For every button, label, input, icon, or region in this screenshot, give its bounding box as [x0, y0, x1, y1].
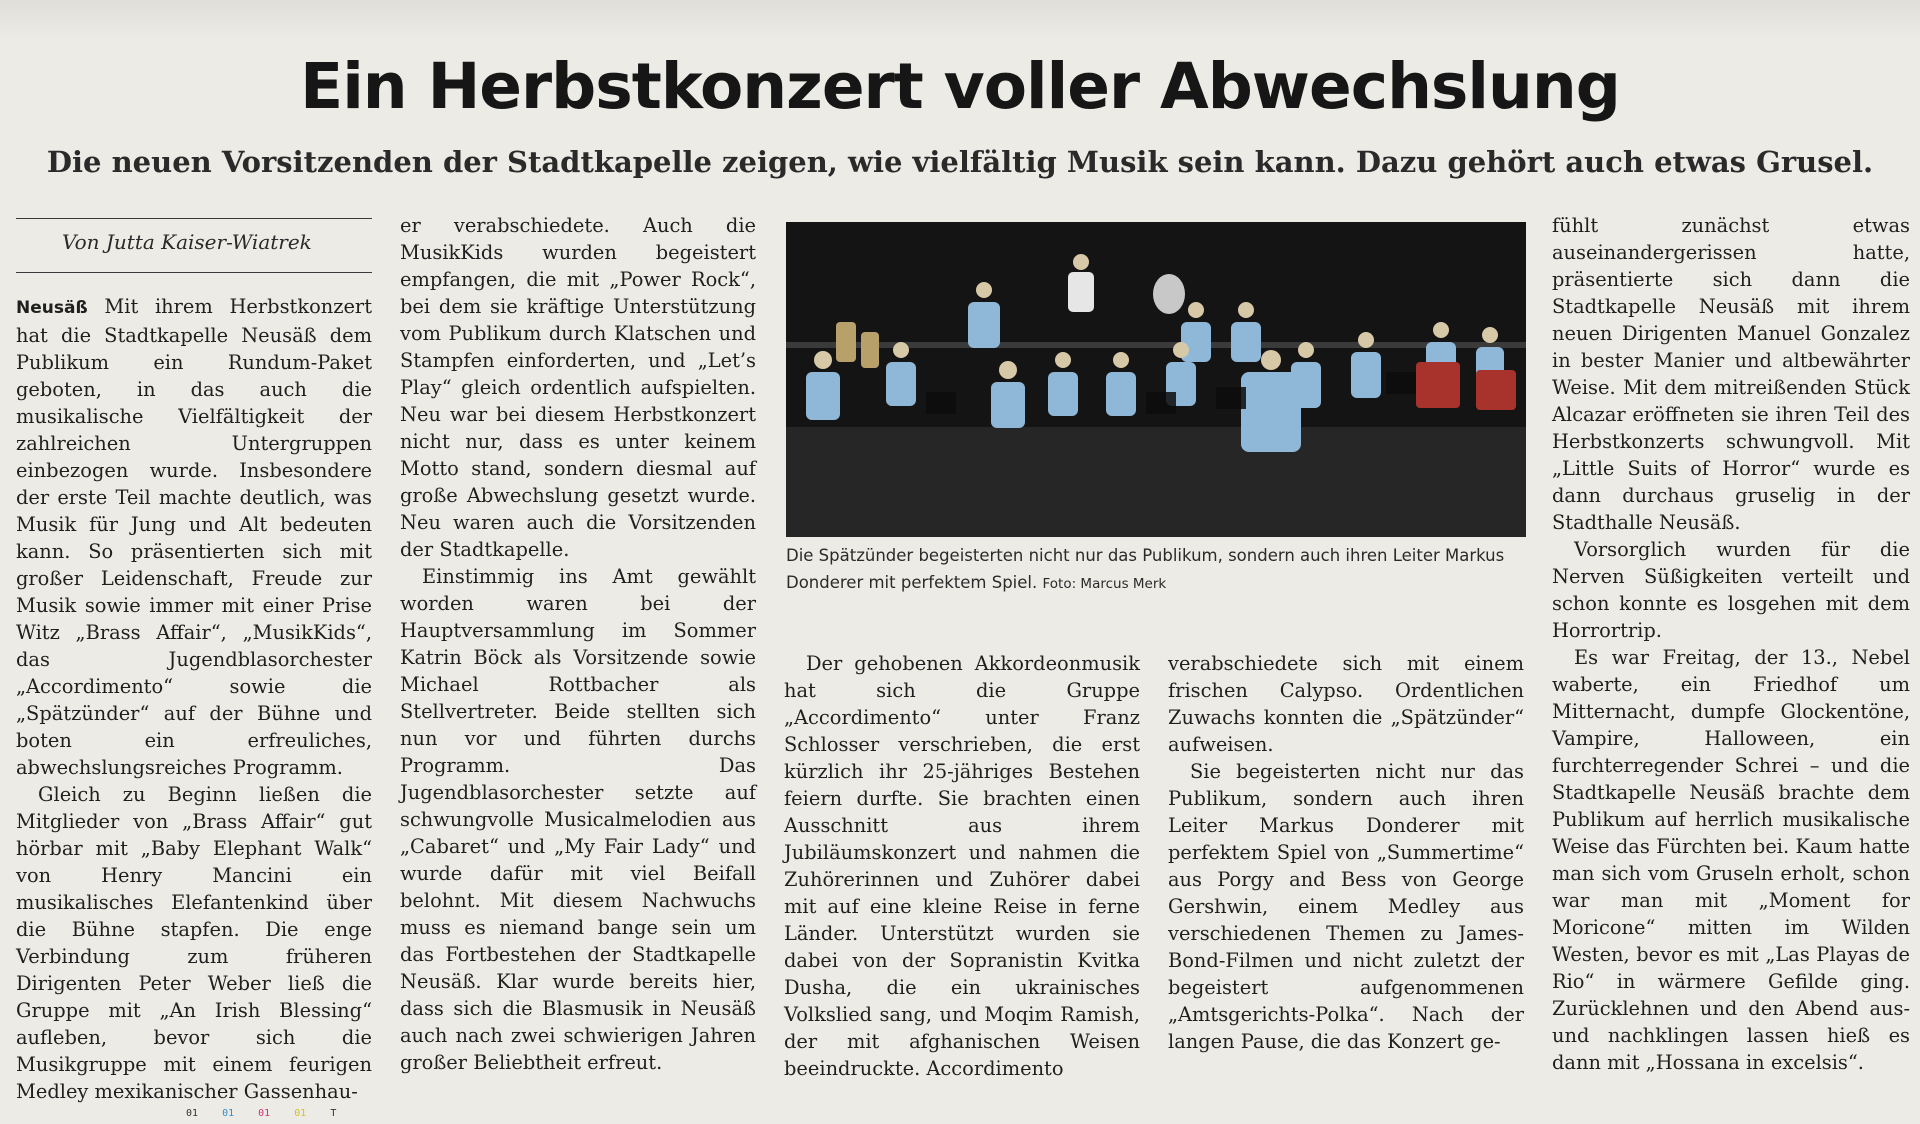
text-column-2: [400, 212, 756, 1076]
orchestra-photo-image: [786, 222, 1526, 537]
paragraph: Es war Freitag, der 13., Nebel waberte, ein Friedhof um Mitternacht, dumpfe Glockentöne, Vampire, Halloween, ein furchterregender Schrei – und die Stadtkapelle Neusäß brachte dem Publikum auf herrlich musikalische Weise das Fürchten bei. Kaum hatte man sich vom Gruseln erholt, schon war man mit „Moment for Moricone“ mitten im Wilden Westen, bevor es mit „Las Playas de Rio“ in wärmere Gefilde ging. Zurücklehnen und den Abend aus- und nachklingen lassen hieß es dann mit „Hossana in excelsis“.: [1552, 646, 1910, 1074]
print-color-marks: [186, 1108, 354, 1119]
paragraph: Gleich zu Beginn ließen die Mitglieder von „Brass Affair“ gut hörbar mit „Baby Elephant Walk“ von Henry Mancini ein musikalisches Elefantenkind über die Bühne stapfen. Die enge Verbindung zum früheren Dirigenten Peter Weber ließ die Gruppe mit „An Irish Blessing“ aufleben, bevor sich die Musikgruppe mit einem feurigen Medley mexikanischer Gassenhau-: [16, 783, 372, 1103]
print-mark: 01: [186, 1108, 199, 1119]
paragraph: verabschiedete sich mit einem frischen Calypso. Ordentlichen Zuwachs konnten die „Spätzünder“ aufweisen.: [1168, 652, 1524, 756]
photo-caption: [786, 542, 1536, 598]
print-mark: 01: [294, 1108, 307, 1119]
dateline: Neusäß: [16, 298, 88, 318]
text-column-3: [784, 650, 1140, 1082]
paragraph: fühlt zunächst etwas auseinandergerissen hatte, präsentierte sich dann die Stadtkapelle Neusäß mit ihrem neuen Dirigenten Manuel Gonzalez in bester Manier und altbewährter Weise. Mit dem mitreißenden Stück Alcazar eröffneten sie ihren Teil des Herbstkonzerts schwungvoll. Mit „Little Suits of Horror“ wurde es dann durchaus gruselig in der Stadthalle Neusäß.: [1552, 214, 1910, 534]
paragraph: Vorsorglich wurden für die Nerven Süßigkeiten verteilt und schon konnte es losgehen mit dem Horrortrip.: [1552, 538, 1910, 642]
text-column-4: [1168, 650, 1524, 1055]
text-column-1: [16, 293, 372, 1105]
paragraph: Einstimmig ins Amt gewählt worden waren bei der Hauptversammlung im Sommer Katrin Böck als Vorsitzende sowie Michael Rottbacher als Stellvertreter. Beide stellten sich nun vor und führten durchs Programm. Das Jugendblasorchester setzte auf schwungvolle Musicalmelodien aus „Cabaret“ und „My Fair Lady“ und wurde dafür mit viel Beifall belohnt. Mit diesem Nachwuchs muss es niemand bange sein um das Fortbestehen der Stadtkapelle Neusäß. Klar wurde bereits hier, dass sich die Blasmusik in Neusäß auch nach zwei schwierigen Jahren großer Beliebtheit erfreut.: [400, 565, 756, 1074]
print-mark: T: [330, 1108, 337, 1119]
previous-article-bleed: [0, 0, 1920, 40]
byline-rule-top: [16, 218, 372, 219]
print-mark: 01: [222, 1108, 235, 1119]
paragraph: Neusäß Mit ihrem Herbstkonzert hat die Stadtkapelle Neusäß dem Publikum ein Rundum-Paket geboten, in das auch die musikalische Vielfältigkeit der zahlreichen Untergruppen einbezogen wurde. Insbesondere der erste Teil machte deutlich, was Musik für Jung und Alt bedeuten kann. So präsentierten sich mit großer Leidenschaft, Freude zur Musik sowie immer mit einer Prise Witz „Brass Affair“, „MusikKids“, das Jugendblasorchester „Accordimento“ sowie die „Spätzünder“ auf der Bühne und boten ein erfreuliches, abwechslungsreiches Programm.: [16, 295, 372, 779]
concert-photo: [786, 222, 1526, 537]
paragraph: Der gehobenen Akkordeonmusik hat sich die Gruppe „Accordimento“ unter Franz Schlosser verschrieben, die erst kürzlich ihr 25-jähriges Bestehen feiern durfte. Sie brachten einen Ausschnitt aus ihrem Jubiläumskonzert und nahmen die Zuhörerinnen und Zuhörer dabei mit auf eine kleine Reise in ferne Länder. Unterstützt wurden sie dabei von der Sopranistin Kvitka Dusha, die ein ukrainisches Volkslied sang, und Moqim Ramish, der mit afghanischen Weisen beeindruckte. Accordimento: [784, 652, 1140, 1080]
text-column-5: [1552, 212, 1910, 1076]
photo-credit: Foto: Marcus Merk: [1042, 576, 1167, 592]
byline-rule-bottom: [16, 272, 372, 273]
byline: Von Jutta Kaiser-Wiatrek: [62, 230, 312, 254]
subheadline: Die neuen Vorsitzenden der Stadtkapelle zeigen, wie vielfältig Musik sein kann. Dazu gehört auch etwas Grusel.: [46, 145, 1874, 179]
headline: Ein Herbstkonzert voller Abwechslung: [300, 50, 1620, 123]
paragraph: er verabschiedete. Auch die MusikKids wurden begeistert empfangen, die mit „Power Rock“, bei dem sie kräftige Unterstützung vom Publikum durch Klatschen und Stampfen einforderten, und „Let’s Play“ gleich ordentlich aufspielten. Neu war bei diesem Herbstkonzert nicht nur, dass es unter keinem Motto stand, sondern diesmal auf große Abwechslung gesetzt wurde. Neu waren auch die Vorsitzenden der Stadtkapelle.: [400, 214, 756, 561]
caption-text: Die Spätzünder begeisterten nicht nur das Publikum, sondern auch ihren Leiter Markus Donderer mit perfektem Spiel.: [786, 546, 1505, 592]
print-mark: 01: [258, 1108, 271, 1119]
paragraph: Sie begeisterten nicht nur das Publikum, sondern auch ihren Leiter Markus Donderer mit perfektem Spiel von „Summertime“ aus Porgy and Bess von George Gershwin, einem Medley aus verschiedenen Themen zu James-Bond-Filmen und nicht zuletzt der begeistert aufgenommenen „Amtsgerichts-Polka“. Nach der langen Pause, die das Konzert ge-: [1168, 760, 1524, 1053]
